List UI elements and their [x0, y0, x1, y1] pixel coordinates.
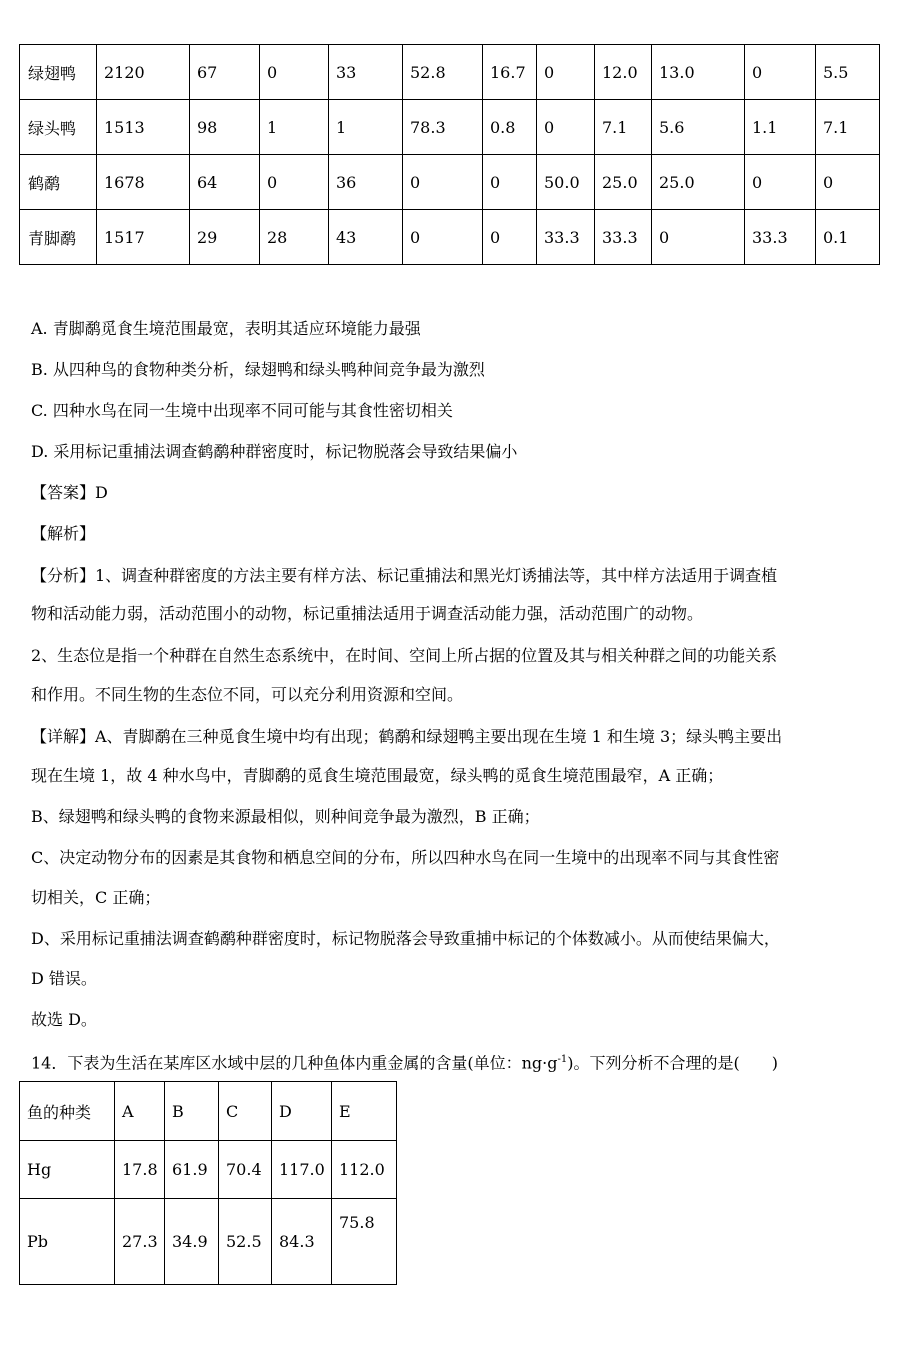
detail-d-line2: D 错误。: [31, 969, 97, 988]
table-row: [20, 1199, 397, 1285]
analysis-point1-line1: 【分析】1、调查种群密度的方法主要有样方法、标记重捕法和黑光灯诱捕法等，其中样方法适用于调查植: [31, 566, 778, 585]
table-cell: 0.8: [483, 100, 537, 155]
bird-habitat-table: [19, 44, 880, 265]
unit-superscript: -1: [557, 1054, 568, 1065]
table-cell: 0: [483, 155, 537, 210]
option-b: B. 从四种鸟的食物种类分析，绿翅鸭和绿头鸭种间竞争最为激烈: [31, 360, 485, 379]
detail-a-line2: 现在生境 1，故 4 种水鸟中，青脚鹬的觅食生境范围最宽，绿头鸭的觅食生境范围最窄，A 正确；: [31, 766, 724, 785]
table-header-cell: 鱼的种类: [20, 1082, 115, 1141]
table-cell: 1: [260, 100, 329, 155]
table-header-cell: E: [332, 1082, 397, 1141]
answer-line: 【答案】D: [31, 483, 108, 502]
table-cell: 0: [260, 45, 329, 100]
table-cell: 0.1: [816, 210, 880, 265]
table-row: [20, 1141, 397, 1199]
table-header-row: [20, 1082, 397, 1141]
table-cell: 1513: [97, 100, 190, 155]
species-name-cell: 鹤鹬: [20, 155, 97, 210]
table-cell: 0: [537, 100, 595, 155]
table-header-cell: D: [272, 1082, 332, 1141]
table-cell: 0: [816, 155, 880, 210]
table-row: [20, 155, 880, 210]
question-14-stem-before: 14．下表为生活在某库区水域中层的几种鱼体内重金属的含量(单位：ng·g: [31, 1053, 558, 1073]
table-cell: 0: [403, 210, 483, 265]
option-c: C. 四种水鸟在同一生境中出现率不同可能与其食性密切相关: [31, 401, 453, 420]
table-cell: 61.9: [165, 1141, 219, 1199]
table-cell: 28: [260, 210, 329, 265]
table-cell: 12.0: [595, 45, 652, 100]
table-cell: 25.0: [595, 155, 652, 210]
table-cell: 33.3: [595, 210, 652, 265]
table-cell: 0: [652, 210, 745, 265]
table-cell: 0: [537, 45, 595, 100]
fish-metal-table-body: [20, 1082, 397, 1285]
table-cell: 64: [190, 155, 260, 210]
option-a: A. 青脚鹬觅食生境范围最宽，表明其适应环境能力最强: [31, 319, 421, 338]
analysis-point2-line1: 2、生态位是指一个种群在自然生态系统中，在时间、空间上所占据的位置及其与相关种群之间的功能关系: [31, 646, 778, 665]
table-cell: 25.0: [652, 155, 745, 210]
table-cell: 16.7: [483, 45, 537, 100]
table-cell: 52.8: [403, 45, 483, 100]
table-cell: 75.8: [332, 1199, 397, 1285]
question-14-stem-after: )。下列分析不合理的是( ): [567, 1053, 778, 1073]
table-cell: 34.9: [165, 1199, 219, 1285]
table-cell: 27.3: [115, 1199, 165, 1285]
table-cell: 0: [403, 155, 483, 210]
detail-c-line1: C、决定动物分布的因素是其食物和栖息空间的分布，所以四种水鸟在同一生境中的出现率不同与其食性密: [31, 848, 780, 867]
table-cell: 36: [329, 155, 403, 210]
table-cell: 1.1: [745, 100, 816, 155]
table-cell: 0: [260, 155, 329, 210]
table-cell: 84.3: [272, 1199, 332, 1285]
fish-metal-table: [19, 1081, 397, 1285]
metal-name-cell: Pb: [20, 1199, 115, 1285]
table-cell: 13.0: [652, 45, 745, 100]
conclusion-line: 故选 D。: [31, 1010, 97, 1029]
table-cell: 5.5: [816, 45, 880, 100]
detail-b-line1: B、绿翅鸭和绿头鸭的食物来源最相似，则种间竞争最为激烈，B 正确；: [31, 807, 540, 826]
table-cell: 29: [190, 210, 260, 265]
table-row: [20, 210, 880, 265]
analysis-heading: 【解析】: [31, 524, 96, 543]
table-cell: 117.0: [272, 1141, 332, 1199]
analysis-point2-line2: 和作用。不同生物的生态位不同，可以充分利用资源和空间。: [31, 685, 464, 704]
table-cell: 17.8: [115, 1141, 165, 1199]
table-cell: 52.5: [219, 1199, 272, 1285]
table-cell: 43: [329, 210, 403, 265]
table-cell: 2120: [97, 45, 190, 100]
analysis-point1-line2: 物和活动能力弱，活动范围小的动物，标记重捕法适用于调查活动能力强，活动范围广的动物。: [31, 604, 704, 623]
table-header-cell: B: [165, 1082, 219, 1141]
detail-d-line1: D、采用标记重捕法调查鹤鹬种群密度时，标记物脱落会导致重捕中标记的个体数减小。从而使结果偏大，: [31, 929, 780, 948]
table-cell: 1678: [97, 155, 190, 210]
species-name-cell: 青脚鹬: [20, 210, 97, 265]
detail-c-line2: 切相关，C 正确；: [31, 888, 161, 907]
option-d: D. 采用标记重捕法调查鹤鹬种群密度时，标记物脱落会导致结果偏小: [31, 442, 518, 461]
species-name-cell: 绿头鸭: [20, 100, 97, 155]
species-name-cell: 绿翅鸭: [20, 45, 97, 100]
table-cell: 112.0: [332, 1141, 397, 1199]
table-cell: 0: [745, 45, 816, 100]
table-cell: 1: [329, 100, 403, 155]
table-row: [20, 100, 880, 155]
table-cell: 1517: [97, 210, 190, 265]
table-header-cell: A: [115, 1082, 165, 1141]
table-cell: 0: [745, 155, 816, 210]
table-cell: 50.0: [537, 155, 595, 210]
table-cell: 33: [329, 45, 403, 100]
table-cell: 0: [483, 210, 537, 265]
table-cell: 98: [190, 100, 260, 155]
table-cell: 5.6: [652, 100, 745, 155]
question-14-stem: [31, 1050, 778, 1073]
table-cell: 78.3: [403, 100, 483, 155]
table-row: [20, 45, 880, 100]
detail-a-line1: 【详解】A、青脚鹬在三种觅食生境中均有出现；鹤鹬和绿翅鸭主要出现在生境 1 和生境 3；绿头鸭主要出: [31, 727, 783, 746]
bird-habitat-table-body: [20, 45, 880, 265]
table-cell: 7.1: [816, 100, 880, 155]
table-cell: 67: [190, 45, 260, 100]
metal-name-cell: Hg: [20, 1141, 115, 1199]
table-cell: 70.4: [219, 1141, 272, 1199]
table-cell: 7.1: [595, 100, 652, 155]
table-header-cell: C: [219, 1082, 272, 1141]
table-cell: 33.3: [745, 210, 816, 265]
table-cell: 33.3: [537, 210, 595, 265]
